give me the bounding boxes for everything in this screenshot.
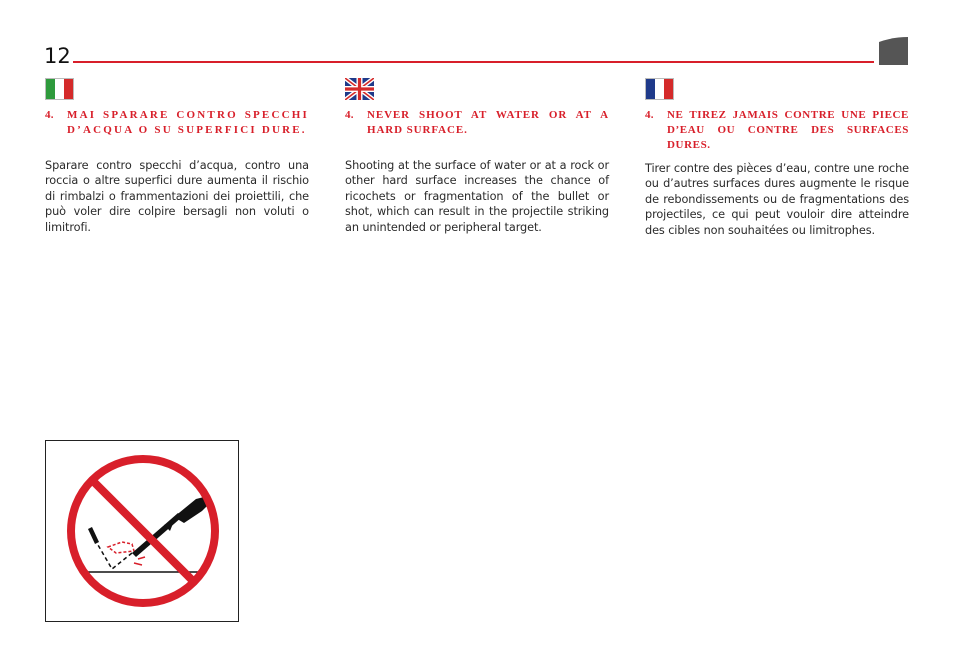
section-number: 4. <box>645 109 654 121</box>
section-number: 4. <box>45 109 54 121</box>
column-english <box>345 78 609 235</box>
corner-tab-icon <box>879 37 908 65</box>
page-number: 12 <box>44 44 71 68</box>
france-flag-icon <box>645 78 674 100</box>
column-italian <box>45 78 309 235</box>
section-number: 4. <box>345 109 354 121</box>
section-heading-text: NE TIREZ JAMAIS CONTRE UNE PIECE D’EAU OU CONTRE DES SURFACES DURES. <box>667 109 909 151</box>
section-heading <box>645 108 909 153</box>
warning-illustration <box>45 440 239 622</box>
header-rule <box>73 61 874 63</box>
section-heading-text: MAI SPARARE CONTRO SPECCHI D’ACQUA O SU SUPERFICI DURE. <box>67 109 309 136</box>
section-body: Tirer contre des pièces d’eau, contre une roche ou d’autres surfaces dures augmente le risque de rebondissements ou de fragmentations des projectiles, ce qui peut vouloir dire atteindre des cibles non souhaitées ou limitrophes. <box>645 162 909 237</box>
italy-flag-icon <box>45 78 74 100</box>
section-heading <box>45 108 309 138</box>
section-body: Sparare contro specchi d’acqua, contro una roccia o altre superfici dure aumenta il rischio di rimbalzi o frammentazioni dei proiettili, che può voler dire colpire bersagli non voluti o limitrofi. <box>45 159 309 234</box>
section-heading <box>345 108 609 138</box>
section-body: Shooting at the surface of water or at a rock or other hard surface increases the chance of ricochets or fragmentation of the bullet or shot, which can result in the projectile striking an unintended or peripheral target. <box>345 159 609 234</box>
uk-flag-icon <box>345 78 374 100</box>
section-heading-text: NEVER SHOOT AT WATER OR AT A HARD SURFACE. <box>367 109 609 136</box>
no-shooting-at-hard-surface-icon <box>46 441 238 621</box>
column-french <box>645 78 909 238</box>
